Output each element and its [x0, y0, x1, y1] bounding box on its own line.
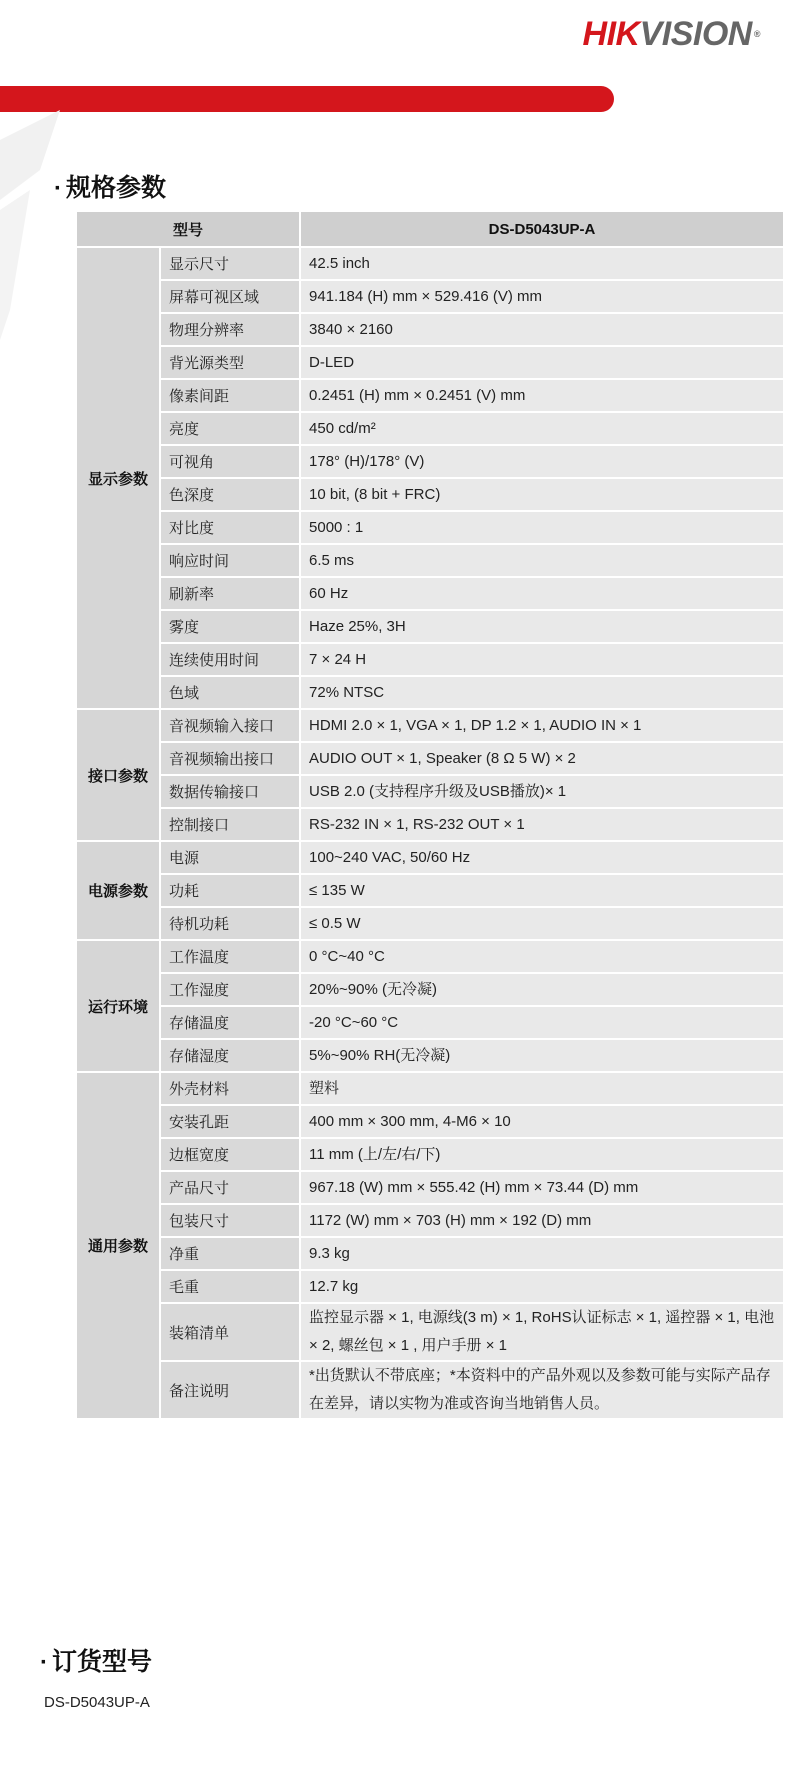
- param-cell: 备注说明: [160, 1361, 300, 1419]
- value-cell: 5%~90% RH(无冷凝): [300, 1039, 784, 1072]
- watermark-decoration: [0, 110, 80, 350]
- param-cell: 可视角: [160, 445, 300, 478]
- value-cell: 967.18 (W) mm × 555.42 (H) mm × 73.44 (D) mm: [300, 1171, 784, 1204]
- table-row: [76, 1361, 784, 1419]
- table-row: [76, 577, 784, 610]
- param-cell: 刷新率: [160, 577, 300, 610]
- value-cell: 100~240 VAC, 50/60 Hz: [300, 841, 784, 874]
- value-cell: 0.2451 (H) mm × 0.2451 (V) mm: [300, 379, 784, 412]
- table-row: [76, 973, 784, 1006]
- table-row: [76, 1270, 784, 1303]
- value-cell: Haze 25%, 3H: [300, 610, 784, 643]
- value-cell: 178° (H)/178° (V): [300, 445, 784, 478]
- value-cell: 60 Hz: [300, 577, 784, 610]
- value-cell: 11 mm (上/左/右/下): [300, 1138, 784, 1171]
- table-row: [76, 1105, 784, 1138]
- param-cell: 工作温度: [160, 940, 300, 973]
- param-cell: 工作湿度: [160, 973, 300, 1006]
- param-cell: 响应时间: [160, 544, 300, 577]
- param-cell: 连续使用时间: [160, 643, 300, 676]
- table-row: [76, 676, 784, 709]
- table-row: [76, 511, 784, 544]
- table-row: [76, 1303, 784, 1361]
- param-cell: 物理分辨率: [160, 313, 300, 346]
- value-cell: HDMI 2.0 × 1, VGA × 1, DP 1.2 × 1, AUDIO IN × 1: [300, 709, 784, 742]
- value-cell: RS-232 IN × 1, RS-232 OUT × 1: [300, 808, 784, 841]
- table-row: [76, 544, 784, 577]
- value-cell: 监控显示器 × 1, 电源线(3 m) × 1, RoHS认证标志 × 1, 遥控器 × 1, 电池 × 2, 螺丝包 × 1 , 用户手册 × 1: [300, 1303, 784, 1361]
- model-value: DS-D5043UP-A: [300, 211, 784, 247]
- table-row: [76, 247, 784, 280]
- table-header-row: [76, 211, 784, 247]
- red-header-bar: [0, 86, 614, 112]
- table-row: [76, 1039, 784, 1072]
- value-cell: 0 °C~40 °C: [300, 940, 784, 973]
- param-cell: 显示尺寸: [160, 247, 300, 280]
- category-cell: 显示参数: [76, 247, 160, 709]
- value-cell: -20 °C~60 °C: [300, 1006, 784, 1039]
- param-cell: 外壳材料: [160, 1072, 300, 1105]
- table-row: [76, 1072, 784, 1105]
- value-cell: 10 bit, (8 bit + FRC): [300, 478, 784, 511]
- value-cell: 6.5 ms: [300, 544, 784, 577]
- param-cell: 装箱清单: [160, 1303, 300, 1361]
- table-row: [76, 1171, 784, 1204]
- hikvision-logo: [583, 14, 760, 54]
- table-row: [76, 775, 784, 808]
- param-cell: 产品尺寸: [160, 1171, 300, 1204]
- table-row: [76, 709, 784, 742]
- param-cell: 亮度: [160, 412, 300, 445]
- table-row: [76, 643, 784, 676]
- table-row: [76, 610, 784, 643]
- table-row: [76, 379, 784, 412]
- value-cell: 7 × 24 H: [300, 643, 784, 676]
- table-row: [76, 445, 784, 478]
- value-cell: 72% NTSC: [300, 676, 784, 709]
- table-row: [76, 1138, 784, 1171]
- table-row: [76, 1237, 784, 1270]
- param-cell: 音视频输入接口: [160, 709, 300, 742]
- value-cell: ≤ 135 W: [300, 874, 784, 907]
- value-cell: 3840 × 2160: [300, 313, 784, 346]
- table-row: [76, 874, 784, 907]
- value-cell: USB 2.0 (支持程序升级及USB播放)× 1: [300, 775, 784, 808]
- category-cell: 运行环境: [76, 940, 160, 1072]
- value-cell: ≤ 0.5 W: [300, 907, 784, 940]
- table-row: [76, 346, 784, 379]
- param-cell: 存储温度: [160, 1006, 300, 1039]
- value-cell: 941.184 (H) mm × 529.416 (V) mm: [300, 280, 784, 313]
- logo-text-red: HIK: [582, 15, 640, 53]
- order-model: DS-D5043UP-A: [44, 1694, 150, 1711]
- param-cell: 存储湿度: [160, 1039, 300, 1072]
- param-cell: 背光源类型: [160, 346, 300, 379]
- order-title-text: 订货型号: [52, 1648, 153, 1676]
- value-cell: 12.7 kg: [300, 1270, 784, 1303]
- order-section-title: [40, 1646, 152, 1679]
- registered-mark: ®: [753, 29, 760, 39]
- spec-title-text: 规格参数: [66, 174, 167, 202]
- table-row: [76, 1006, 784, 1039]
- param-cell: 数据传输接口: [160, 775, 300, 808]
- param-cell: 功耗: [160, 874, 300, 907]
- value-cell: 1172 (W) mm × 703 (H) mm × 192 (D) mm: [300, 1204, 784, 1237]
- spec-section-title: [54, 172, 166, 205]
- logo-text-gray: VISION: [639, 15, 752, 53]
- table-row: [76, 478, 784, 511]
- category-cell: 通用参数: [76, 1072, 160, 1419]
- param-cell: 电源: [160, 841, 300, 874]
- model-label: 型号: [76, 211, 300, 247]
- param-cell: 对比度: [160, 511, 300, 544]
- table-row: [76, 280, 784, 313]
- table-row: [76, 841, 784, 874]
- param-cell: 待机功耗: [160, 907, 300, 940]
- param-cell: 色深度: [160, 478, 300, 511]
- spec-table-body: [76, 247, 784, 1419]
- value-cell: 塑料: [300, 1072, 784, 1105]
- table-row: [76, 742, 784, 775]
- param-cell: 安装孔距: [160, 1105, 300, 1138]
- value-cell: 42.5 inch: [300, 247, 784, 280]
- bullet-icon: ·: [40, 1649, 48, 1676]
- value-cell: 20%~90% (无冷凝): [300, 973, 784, 1006]
- param-cell: 像素间距: [160, 379, 300, 412]
- table-row: [76, 940, 784, 973]
- spec-table: [75, 210, 785, 1420]
- value-cell: 400 mm × 300 mm, 4-M6 × 10: [300, 1105, 784, 1138]
- param-cell: 音视频输出接口: [160, 742, 300, 775]
- table-row: [76, 907, 784, 940]
- bullet-icon: ·: [54, 175, 62, 202]
- param-cell: 色域: [160, 676, 300, 709]
- value-cell: 5000 : 1: [300, 511, 784, 544]
- value-cell: 450 cd/m²: [300, 412, 784, 445]
- param-cell: 屏幕可视区域: [160, 280, 300, 313]
- param-cell: 边框宽度: [160, 1138, 300, 1171]
- value-cell: *出货默认不带底座；*本资料中的产品外观以及参数可能与实际产品存在差异，请以实物为准或咨询当地销售人员。: [300, 1361, 784, 1419]
- category-cell: 接口参数: [76, 709, 160, 841]
- param-cell: 控制接口: [160, 808, 300, 841]
- value-cell: D-LED: [300, 346, 784, 379]
- table-row: [76, 412, 784, 445]
- param-cell: 雾度: [160, 610, 300, 643]
- table-row: [76, 313, 784, 346]
- param-cell: 毛重: [160, 1270, 300, 1303]
- value-cell: AUDIO OUT × 1, Speaker (8 Ω 5 W) × 2: [300, 742, 784, 775]
- param-cell: 包装尺寸: [160, 1204, 300, 1237]
- category-cell: 电源参数: [76, 841, 160, 940]
- value-cell: 9.3 kg: [300, 1237, 784, 1270]
- table-row: [76, 1204, 784, 1237]
- param-cell: 净重: [160, 1237, 300, 1270]
- table-row: [76, 808, 784, 841]
